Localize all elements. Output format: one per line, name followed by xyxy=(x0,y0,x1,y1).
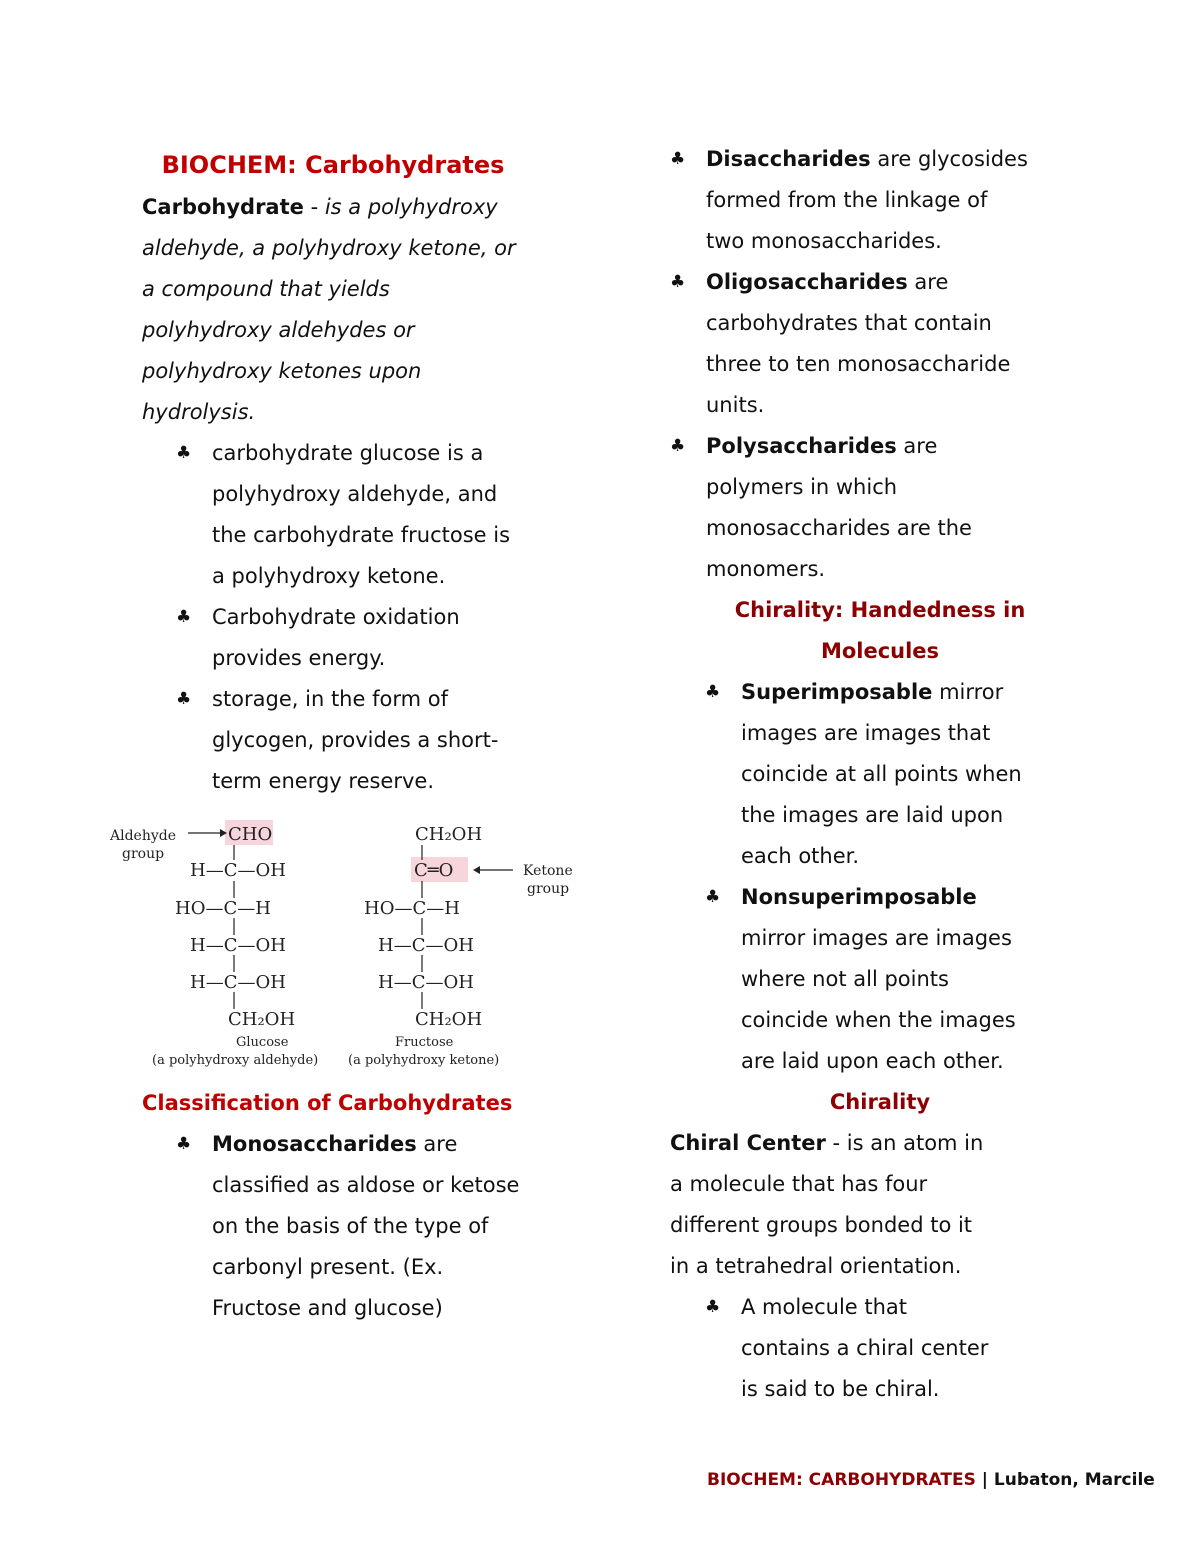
footer-title: BIOCHEM: CARBOHYDRATES xyxy=(707,1470,976,1490)
glucose-row: HO—C—H xyxy=(175,898,271,919)
list-item xyxy=(670,877,1090,1082)
list-item-line: carbohydrates that contain xyxy=(706,311,992,335)
list-item xyxy=(670,139,1090,262)
list-item-line: formed from the linkage of xyxy=(706,188,988,212)
classification-section xyxy=(142,1083,582,1329)
list-item-line: contains a chiral center xyxy=(741,1336,989,1360)
list-item xyxy=(670,1287,1090,1410)
left-column xyxy=(142,143,582,802)
list-item-line: monosaccharides are the xyxy=(706,516,972,540)
term: Polysaccharides xyxy=(706,434,897,458)
fructose-row: H—C—OH xyxy=(378,972,474,993)
term: Nonsuperimposable xyxy=(741,885,977,909)
definition-line: a compound that yields xyxy=(142,277,390,301)
list-item xyxy=(142,1124,582,1329)
glucose-row: CHO xyxy=(228,824,273,845)
list-item-line: coincide when the images xyxy=(741,1008,1016,1032)
list-item-line: coincide at all points when xyxy=(741,762,1022,786)
ketone-label: group xyxy=(527,881,570,897)
list-item-line: term energy reserve. xyxy=(212,769,435,793)
term: Disaccharides xyxy=(706,147,871,171)
club-bullet-icon: ♣ xyxy=(670,436,686,456)
list-item-line: are xyxy=(416,1132,458,1156)
list-item-line: is said to be chiral. xyxy=(741,1377,940,1401)
fructose-row: CH₂OH xyxy=(415,1009,483,1030)
chiral-center-definition xyxy=(670,1123,1090,1287)
list-item-line: the images are laid upon xyxy=(741,803,1004,827)
footer-separator: | xyxy=(975,1470,994,1490)
classification-heading: Classification of Carbohydrates xyxy=(142,1091,513,1115)
definition-line: polyhydroxy ketones upon xyxy=(142,359,422,383)
list-item-line: glycogen, provides a short- xyxy=(212,728,499,752)
heading-line: Chirality: Handedness in xyxy=(734,598,1026,622)
list-item-line: are xyxy=(907,270,949,294)
monosaccharide-list xyxy=(142,1124,582,1329)
definition-separator: - xyxy=(825,1131,847,1155)
club-bullet-icon: ♣ xyxy=(670,272,686,292)
glucose-name: Glucose xyxy=(236,1035,289,1050)
club-bullet-icon: ♣ xyxy=(670,149,686,169)
chirality-heading xyxy=(670,590,1090,672)
list-item-line: carbohydrate glucose is a xyxy=(212,441,484,465)
glucose-desc: (a polyhydroxy aldehyde) xyxy=(152,1053,319,1068)
list-item-line: each other. xyxy=(741,844,860,868)
definition-term: Chiral Center xyxy=(670,1131,826,1155)
list-item xyxy=(142,679,582,802)
list-item-line: carbonyl present. (Ex. xyxy=(212,1255,444,1279)
list-item-line: polyhydroxy aldehyde, and xyxy=(212,482,498,506)
definition-line: is a polyhydroxy xyxy=(324,195,498,219)
right-column xyxy=(670,139,1090,1410)
list-item-line: are xyxy=(896,434,938,458)
aldehyde-label: Aldehyde xyxy=(110,828,177,844)
list-item-line: storage, in the form of xyxy=(212,687,448,711)
chiral-list xyxy=(670,1287,1090,1410)
list-item xyxy=(142,433,582,597)
club-bullet-icon: ♣ xyxy=(176,1134,192,1154)
term: Oligosaccharides xyxy=(706,270,908,294)
list-item-line: Fructose and glucose) xyxy=(212,1296,443,1320)
carbohydrate-definition xyxy=(142,187,582,433)
definition-separator: - xyxy=(303,195,325,219)
club-bullet-icon: ♣ xyxy=(705,682,721,702)
list-item-line: mirror xyxy=(932,680,1004,704)
definition-line: is an atom in xyxy=(846,1131,984,1155)
fructose-row: HO—C—H xyxy=(364,898,460,919)
list-item-line: classified as aldose or ketose xyxy=(212,1173,520,1197)
list-item-line: are glycosides xyxy=(870,147,1028,171)
fructose-desc: (a polyhydroxy ketone) xyxy=(348,1053,500,1068)
list-item-line: A molecule that xyxy=(741,1295,908,1319)
definition-term: Carbohydrate xyxy=(142,195,304,219)
list-item xyxy=(670,672,1090,877)
glucose-fructose-structure-diagram xyxy=(108,812,578,1074)
list-item-line: the carbohydrate fructose is xyxy=(212,523,511,547)
list-item-line: two monosaccharides. xyxy=(706,229,942,253)
club-bullet-icon: ♣ xyxy=(176,607,192,627)
definition-line: hydrolysis. xyxy=(142,400,256,424)
page-footer xyxy=(707,1470,1155,1490)
club-bullet-icon: ♣ xyxy=(176,443,192,463)
list-item-line: mirror images are images xyxy=(741,926,1012,950)
list-item-line: where not all points xyxy=(741,967,949,991)
glucose-row: CH₂OH xyxy=(228,1009,296,1030)
term: Superimposable xyxy=(741,680,933,704)
list-item xyxy=(670,262,1090,426)
fructose-row: H—C—OH xyxy=(378,935,474,956)
glucose-row: H—C—OH xyxy=(190,860,286,881)
definition-line: in a tetrahedral orientation. xyxy=(670,1254,962,1278)
fructose-row: C═O xyxy=(414,860,454,881)
page-title: BIOCHEM: Carbohydrates xyxy=(161,151,505,179)
list-item-line: a polyhydroxy ketone. xyxy=(212,564,446,588)
list-item-line: three to ten monosaccharide xyxy=(706,352,1011,376)
term: Monosaccharides xyxy=(212,1132,417,1156)
carbohydrate-facts-list xyxy=(142,433,582,802)
definition-line: a molecule that has four xyxy=(670,1172,928,1196)
list-item-line: units. xyxy=(706,393,765,417)
saccharide-types-list xyxy=(670,139,1090,590)
list-item xyxy=(142,597,582,679)
list-item-line: monomers. xyxy=(706,557,826,581)
list-item-line: Carbohydrate oxidation xyxy=(212,605,460,629)
footer-author: Lubaton, Marcile xyxy=(993,1470,1155,1490)
definition-line: aldehyde, a polyhydroxy ketone, or xyxy=(142,236,516,260)
glucose-row: H—C—OH xyxy=(190,972,286,993)
ketone-label: Ketone xyxy=(523,863,573,879)
list-item-line: provides energy. xyxy=(212,646,386,670)
chirality-subheading: Chirality xyxy=(829,1090,931,1114)
list-item-line: are laid upon each other. xyxy=(741,1049,1004,1073)
club-bullet-icon: ♣ xyxy=(705,887,721,907)
glucose-row: H—C—OH xyxy=(190,935,286,956)
definition-line: polyhydroxy aldehydes or xyxy=(142,318,415,342)
list-item xyxy=(670,426,1090,590)
fructose-row: CH₂OH xyxy=(415,824,483,845)
fructose-name: Fructose xyxy=(395,1035,454,1050)
ketone-arrow-head xyxy=(473,866,480,874)
club-bullet-icon: ♣ xyxy=(176,689,192,709)
club-bullet-icon: ♣ xyxy=(705,1297,721,1317)
list-item-line: images are images that xyxy=(741,721,991,745)
heading-line: Molecules xyxy=(820,639,940,663)
mirror-image-list xyxy=(670,672,1090,1082)
list-item-line: polymers in which xyxy=(706,475,898,499)
list-item-line: on the basis of the type of xyxy=(212,1214,489,1238)
aldehyde-label: group xyxy=(122,846,165,862)
definition-line: different groups bonded to it xyxy=(670,1213,973,1237)
